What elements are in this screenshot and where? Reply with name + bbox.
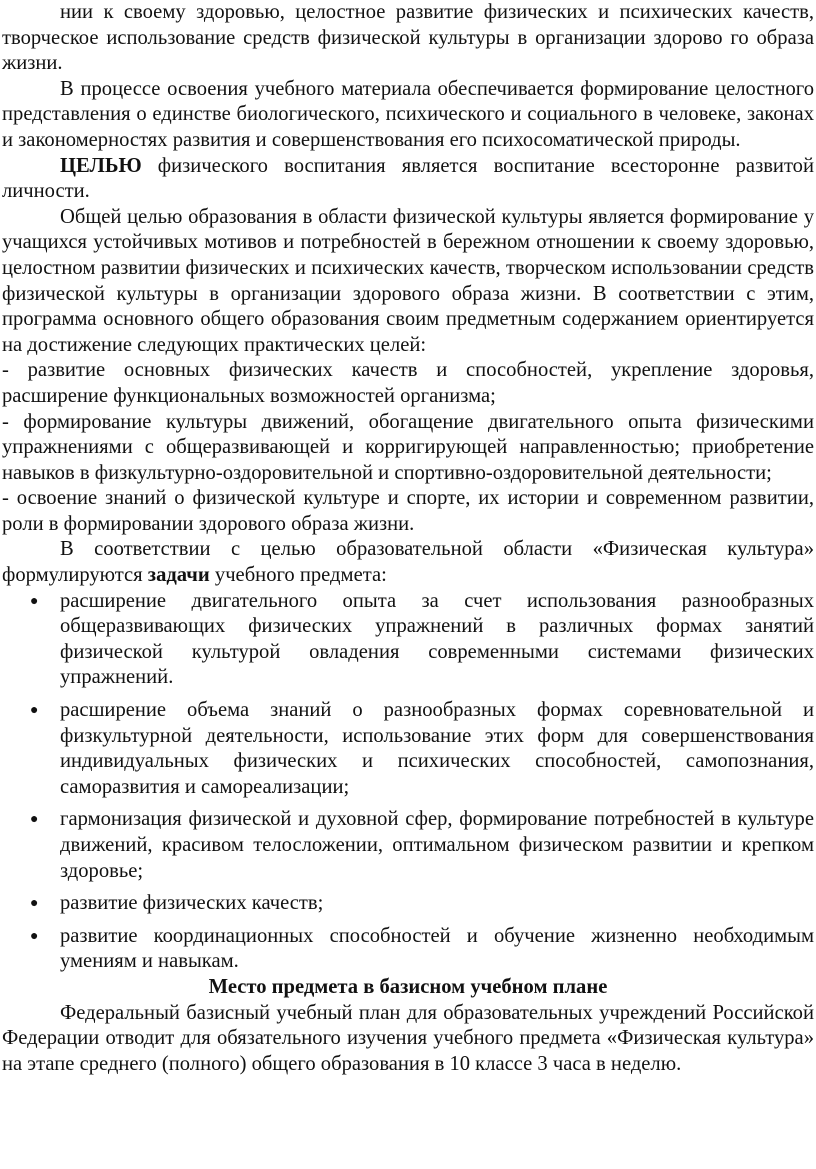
goal-statement-text: физического воспитания является воспитание всесторонне развитой личности. — [2, 154, 814, 203]
practical-goal-item: - формирование культуры движений, обогащение двигательного опыта физическими упражнениями с общеразвивающей и корригирующей направленностью; приобретение навыков в физкультурно-оздоровительной и спортивно-оздоровительной деятельности; — [2, 410, 814, 484]
bullet-icon: ● — [30, 896, 39, 912]
paragraph-tasks-intro — [2, 537, 814, 588]
list-item-text: гармонизация физической и духовной сфер, формирование потребностей в культуре движений, красивом телосложении, оптимальном физическом развитии и крепком здоровье; — [60, 808, 814, 882]
list-item-text: развитие физических качеств; — [60, 892, 324, 915]
paragraph-general-goal: Общей целью образования в области физической культуры является формирование у учащихся устойчивых мотивов и потребностей в бережном отношении к своему здоровью, целостном развитии физических и психических качеств, творческом использовании средств физической культуры в организации здорового образа жизни. В соответствии с этим, программа основного общего образования своим предметным содержанием ориентируется на достижение следующих практических целей: — [2, 205, 814, 356]
tasks-keyword: задачи — [147, 564, 210, 587]
paragraph-intro-continuation: нии к своему здоровью, целостное развитие физических и психических качеств, творческое использование средств физической культуры в организации здорово го образа жизни. — [2, 1, 814, 75]
bullet-icon: ● — [30, 812, 39, 828]
list-item-text: развитие координационных способностей и обучение жизненно необходимым умениям и навыкам. — [60, 924, 814, 973]
practical-goal-item: - развитие основных физических качеств и способностей, укрепление здоровья, расширение функциональных возможностей организма; — [2, 359, 814, 407]
bullet-icon: ● — [30, 928, 39, 944]
tasks-intro-end: учебного предмета: — [209, 564, 387, 587]
paragraph-goal-statement — [2, 154, 814, 205]
list-item-text: расширение двигательного опыта за счет использования разнообразных общеразвивающих физических упражнений в различных формах занятий физической культурой овладения современными системами физических упражнений. — [60, 589, 814, 689]
list-item — [2, 807, 814, 884]
list-item — [2, 924, 814, 975]
list-item — [2, 698, 814, 800]
list-item — [2, 589, 814, 691]
tasks-intro-text: В соответствии с целью образовательной области «Физическая культура» формулируются — [2, 538, 814, 587]
bullet-icon: ● — [30, 593, 39, 609]
practical-goal-item: - освоение знаний о физической культуре и спорте, их истории и современном развитии, роли в формировании здорового образа жизни. — [2, 487, 814, 535]
goal-keyword: ЦЕЛЬЮ — [60, 154, 142, 177]
paragraph-learning-process: В процессе освоения учебного материала обеспечивается формирование целостного представления о единстве биологического, психического и социального в человеке, законах и закономерностях развития и совершенствования его психосоматической природы. — [2, 77, 814, 151]
paragraph-curriculum-place: Федеральный базисный учебный план для образовательных учреждений Российской Федерации отводит для обязательного изучения учебного предмета «Физическая культура» на этапе среднего (полного) общего образования в 10 классе 3 часа в неделю. — [2, 1001, 814, 1075]
section-heading: Место предмета в базисном учебном плане — [208, 975, 608, 998]
tasks-list — [2, 589, 814, 975]
list-item-text: расширение объема знаний о разнообразных формах соревновательной и физкультурной деятельности, использование этих форм для совершенствования индивидуальных физических и психических способностей, самопознания, саморазвития и самореализации; — [60, 699, 814, 798]
list-item — [2, 891, 814, 917]
bullet-icon: ● — [30, 703, 39, 719]
